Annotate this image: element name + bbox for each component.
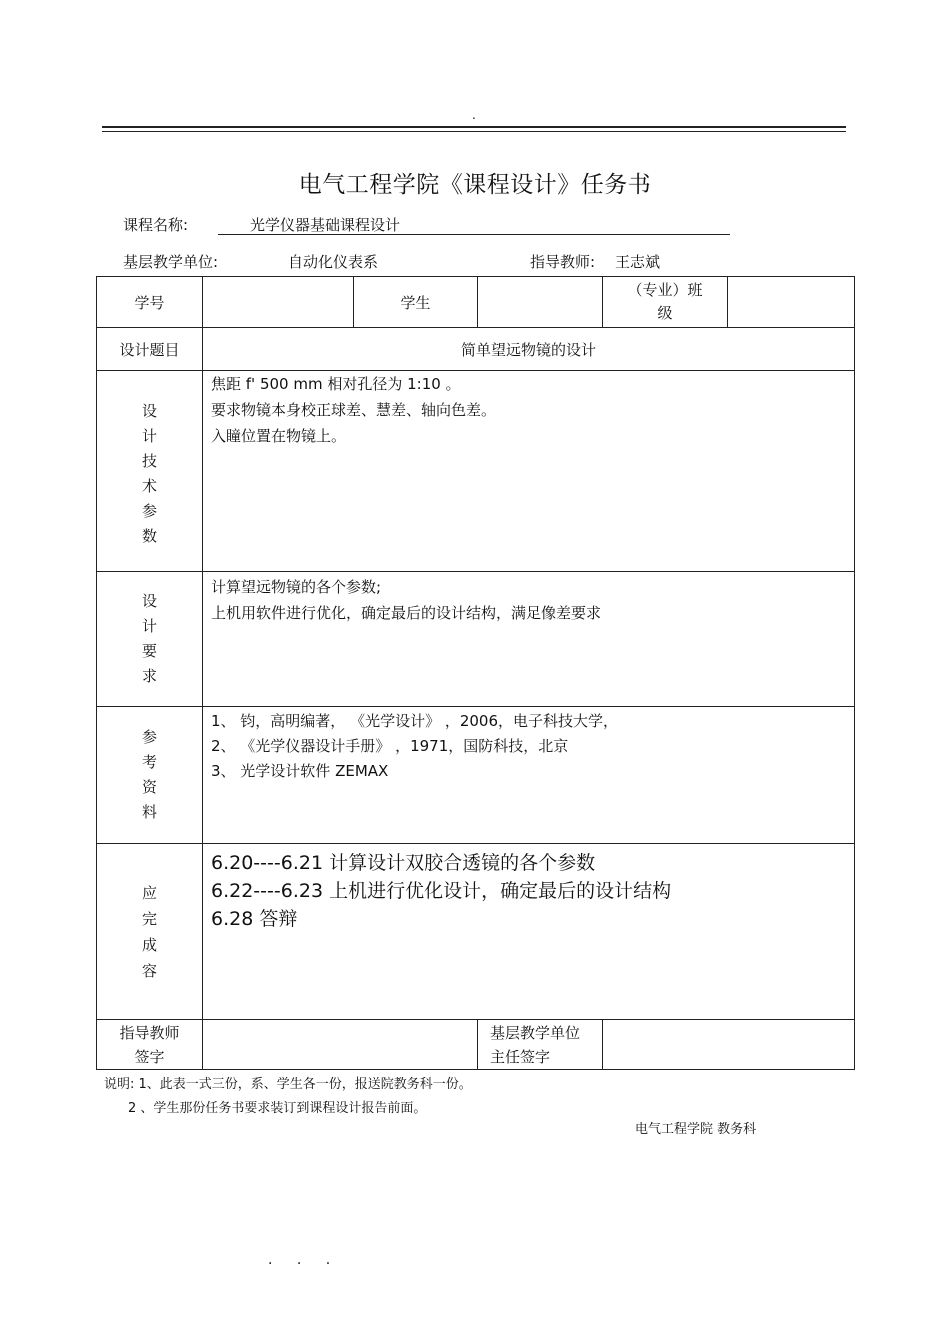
student-field — [478, 277, 603, 328]
requirements-line-1: 计算望远物镜的各个参数; — [211, 578, 382, 596]
student-id-label: 学号 — [97, 277, 203, 328]
student-label: 学生 — [354, 277, 478, 328]
page-title: 电气工程学院《课程设计》任务书 — [298, 172, 652, 198]
note-line-2: 2 、学生那份任务书要求装订到课程设计报告前面。 — [128, 1101, 427, 1116]
task-table — [96, 276, 855, 1070]
advisor-sign-label: 指导教师签字 — [97, 1020, 203, 1070]
note-line-1: 说明: 1、此表一式三份，系、学生各一份，报送院教务科一份。 — [104, 1077, 472, 1092]
content-line-3: 6.28 答辩 — [211, 908, 298, 930]
tech-params-content — [203, 371, 855, 572]
tech-params-line-2: 要求物镜本身校正球差、慧差、轴向色差。 — [211, 401, 497, 419]
footer-mark: . . . — [268, 1252, 341, 1268]
header-rule — [102, 126, 846, 128]
requirements-label: 设计要求 — [97, 572, 203, 707]
class-field — [728, 277, 855, 328]
tech-params-line-3: 入瞳位置在物镜上。 — [211, 427, 347, 445]
topic-label: 设计题目 — [97, 328, 203, 371]
tech-params-label: 设计技术参数 — [97, 371, 203, 572]
topic-value: 简单望远物镜的设计 — [203, 328, 855, 371]
advisor-label: 指导教师: — [530, 253, 596, 271]
unit-head-sign-field — [603, 1020, 855, 1070]
unit-value: 自动化仪表系 — [288, 253, 379, 271]
issuer: 电气工程学院 教务科 — [635, 1122, 757, 1137]
unit-head-sign-label: 基层教学单位主任签字 — [478, 1020, 603, 1070]
content-line-2: 6.22----6.23 上机进行优化设计，确定最后的设计结构 — [211, 880, 672, 902]
reference-line-2: 2、 《光学仪器设计手册》 ，1971，国防科技，北京 — [211, 737, 569, 755]
tech-params-line-1: 焦距 f' 500 mm 相对孔径为 1:10 。 — [211, 375, 461, 393]
reference-line-1: 1、 钧，高明编著， 《光学设计》 ，2006，电子科技大学， — [211, 712, 619, 730]
advisor-value: 王志斌 — [615, 253, 661, 271]
header-mark: . — [472, 108, 476, 122]
content-content — [203, 844, 855, 1020]
course-underline — [218, 234, 730, 235]
header-rule-thin — [102, 131, 846, 132]
class-label: （专业）班级 — [603, 277, 728, 328]
reference-line-3: 3、 光学设计软件 ZEMAX — [211, 762, 389, 780]
student-id-field — [203, 277, 354, 328]
references-label: 参考资料 — [97, 707, 203, 844]
requirements-line-2: 上机用软件进行优化，确定最后的设计结构，满足像差要求 — [211, 604, 602, 622]
advisor-sign-field — [203, 1020, 478, 1070]
requirements-content — [203, 572, 855, 707]
course-label: 课程名称: — [123, 216, 189, 234]
content-label: 应完成容 — [97, 844, 203, 1020]
unit-label: 基层教学单位: — [123, 253, 219, 271]
references-content — [203, 707, 855, 844]
content-line-1: 6.20----6.21 计算设计双胶合透镜的各个参数 — [211, 852, 596, 874]
course-value: 光学仪器基础课程设计 — [250, 216, 401, 234]
